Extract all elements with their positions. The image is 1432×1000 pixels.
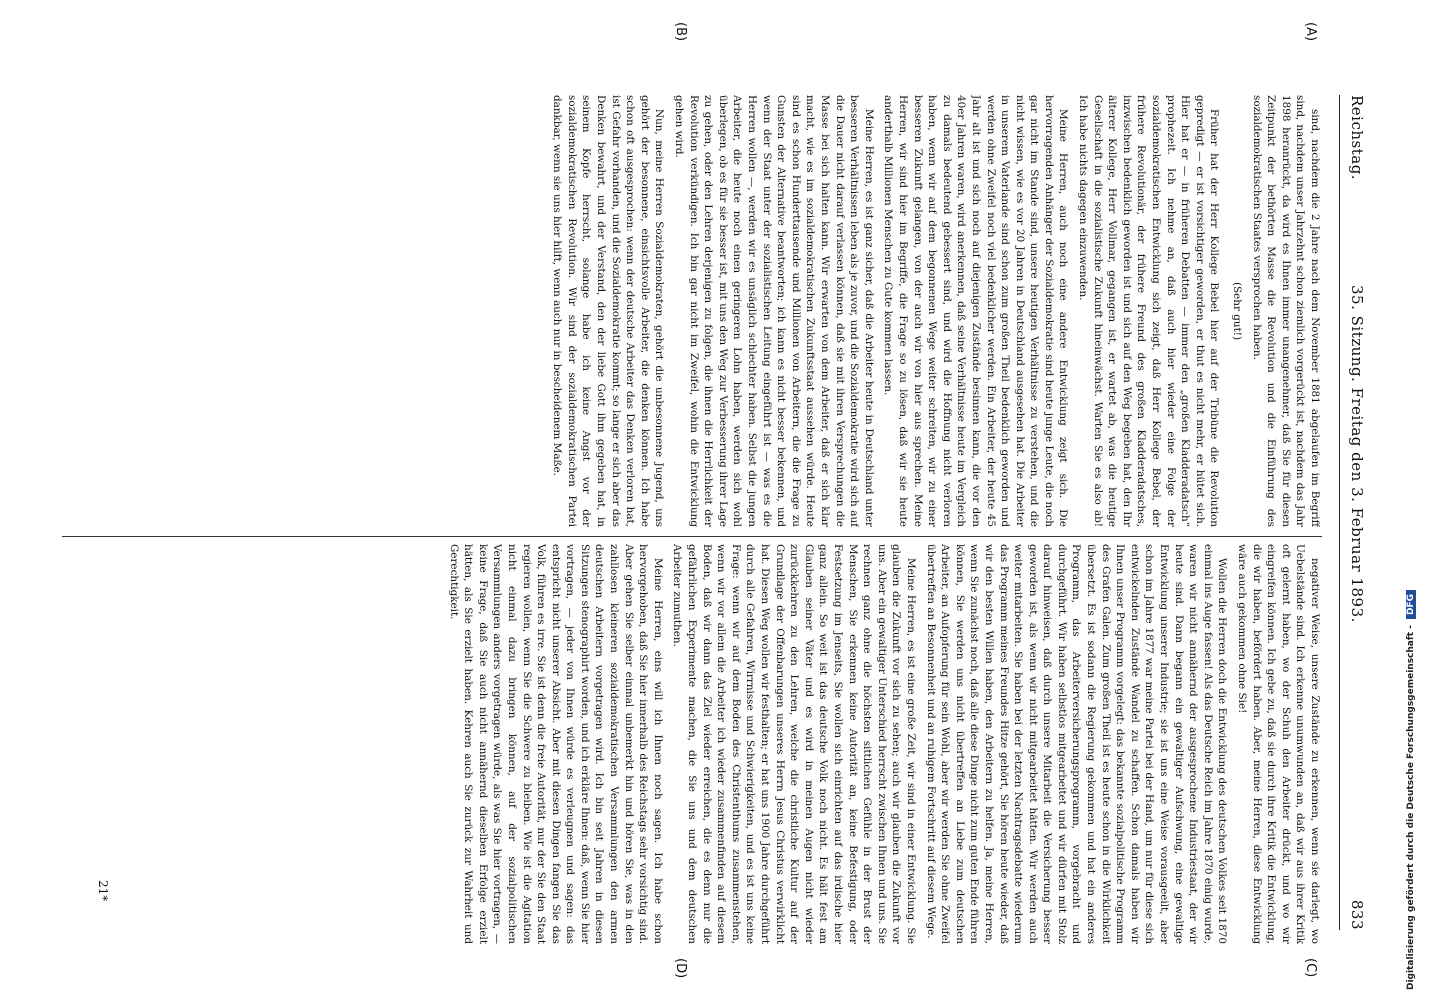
margin-marker-b: (B): [673, 22, 688, 42]
column-divider: [62, 536, 1322, 537]
margin-marker-a: (A): [1303, 22, 1318, 42]
right-column: [62, 544, 1322, 944]
header-left: Reichstag.: [1348, 95, 1366, 181]
paragraph: Meine Herren, auch noch eine andere Entwicklung zeigt sich. Die hervorragenden Anhänger der Sozialdemokratie sind heute junge Leute, die noch gar nicht im Stande sind, unsere heutigen Verhältnisse zu verstehen, und die nicht wissen, wie es vor 20 Jahren in Deutschland ausgesehen hat. Die Arbeiter in unserem Vaterlande sind schon zum großen Theil bedenklich geworden und werden ohne Zweifel noch viel bedenklicher werden. Ein Arbeiter, der heute 45 Jahr alt ist und sich noch auf diejenigen Zustände besinnen kann, die vor den 40er Jahren waren, wird anerkennen, daß seine Verhältnisse heute im Vergleich zu damals bedeutend gebessert sind, und wird die Hoffnung nicht verloren haben, wenn wir auf dem begonnenen Wege weiter schreiten, wir zu einer besseren Zukunft gelangen, von der auch wir von hier aus sprechen. Meine Herren, wir sind hier im Begriffe, die Frage so zu lösen, daß wir sie heute anderthalb Millionen Menschen zu Gute kommen lassen.: [882, 95, 1070, 527]
paragraph: negativer Weise, unsere Zustände zu erkennen, wenn sie darlegt, wo Uebelstände sind. Ich erkenne unumwunden an, daß wir aus ihrer Kritik oft gelernt haben, wo der Schuh den Arbeiter drückt, und wo wir eingreifen können. Ich gebe zu, daß sie durch ihre Kritik die Entwicklung, die wir haben, befördert haben. Aber, meine Herren, diese Entwicklung wäre auch gekommen ohne Sie!: [1236, 544, 1321, 944]
header-session-date: 35. Sitzung. Freitag den 3. Februar 1893.: [1348, 285, 1366, 623]
page-number: 833: [1348, 899, 1366, 930]
page-header: [1339, 95, 1382, 930]
credit-text: Digitalisierung gefördert durch die Deutsche Forschungsgemeinschaft -: [1406, 625, 1416, 990]
signature-mark: 21*: [96, 880, 110, 902]
paragraph: Meine Herren, eins will ich Ihnen noch sagen. Ich habe schon hervorgehoben, daß Sie hier innerhalb des Reichstags sehr vorsichtig sind. Aber gehen Sie selber einmal unbemerkt hin und hören Sie, was in den zahllosen kleineren sozialdemokratischen Versammlungen den armen deutschen Arbeitern vorgetragen wird. Ich bin seit Jahren in diesen Sitzungen stenographirt worden, und ich erkläre Ihnen: daß, wenn Sie hier vortragen, — jeder von Ihnen würde es verleugnen und sagen: das entspricht nicht unserer Absicht. Aber mit diesen Dingen fangen Sie das Volk, führen es irre. Sie ist denn die freie Autorität, nur der Sie den Staat regieren wollen, wenn Sie die Schwere zu bleiben. Wie ist die Agitation nicht einmal dazu bringen können, auf der sozialpolitischen Versammlungen anders vorgetragen würde, als was Sie hier vortragen, — keine Frage, daß Sie auch nicht annähernd dieselben Erfolge erzielt hätten, als Sie erzielt haben. Kehren auch Sie zurück zur Wahrheit und Gerechtigkeit.: [447, 544, 664, 944]
paragraph: Meine Herren, es ist ganz sicher, daß die Arbeiter heute in Deutschland unter besseren Verhältnissen leben als je zuvor, und die Sozialdemokratie wird sich auf die Dauer nicht darauf verlassen können, daß sie mit ihren Versprechungen die Masse bei sich halten kann. Wir erwarten von dem Arbeiter, daß er sich klar macht, wie es im sozialdemokratischen Zukunftsstaat aussehen würde. Heute sind es schon Hunderttausende und Millionen von Arbeitern, die die Frage zu Gunsten der Alternative beantworten; ich kann es nicht besser bekennen, und wenn der Staat unter der sozialistischen Leitung eingeführt ist — was es die Herren wollen —, werden wir es unsäglich schlechter haben. Selbst die jungen Arbeiter, die heute noch einen geringeren Lohn haben, werden sich wohl überlegen, ob es für sie besser ist, mit uns den Weg zur Verbesserung ihrer Lage zu gehen, oder den Lehren derjenigen zu folgen, die ihnen die Herrlichkeit der Revolution verkündigen. Ich bin gar nicht im Zweifel, wohin die Entwicklung gehen wird.: [673, 95, 875, 527]
paragraph: sind, nachdem die 2 Jahre nach dem November 1881 abgelaufen im Begriff sind, nachdem unser Jahrzehnt schon ziemlich vorgerückt ist, nachdem das Jahr 1898 heranrückt, da wird es Ihnen immer unangenehmer, daß Sie für diesen Zeitpunkt der bethörten Masse die Revolution und die Einführung des sozialdemokratischen Staates versprochen haben.: [1250, 95, 1321, 527]
left-column: [62, 95, 1322, 527]
interjection: (Sehr gut!): [1231, 281, 1244, 341]
paragraph: Wollen die Herren doch die Entwicklung des deutschen Volkes seit 1870 einmal ins Auge fassen! Als das Deutsche Reich im Jahre 1870 einig wurde, waren wir nicht annähernd der ausgesprochene Industriestaat, der wir heute sind. Dann begann ein gewaltiger Aufschwung, eine gewaltige Entwicklung unserer Industrie; sie ist uns eine Weise vorausgeeilt, aber schon im Jahre 1877 war meine Partei bei der Hand, um nur für diese sich entwickelnden Zustände Wandel zu schaffen. Schon damals haben wir Ihnen unser Programm vorgelegt: das bekannte sozialpolitische Programm des Grafen Galen. Zum großen Theil ist es heute schon in die Wirklichkeit übersetzt. Es ist sodann die Regierung gekommen und hat ein anderes Programm, das Arbeiterversicherungsprogramm, vorgebracht und durchgeführt. Wir haben selbstlos mitgearbeitet und wir dürfen mit Stolz darauf hinweisen, daß durch unsere Mitarbeit die Versicherung besser geworden ist, als wenn wir nicht mitgearbeitet hätten. Wir werden auch weiter mitarbeiten. Sie haben bei der letzten Nachtragsdebatte wiederum das Programm meines Freundes Hitze gehört, Sie hören heute wieder, daß wir den besten Willen haben, den Arbeitern zu helfen. Ja, meine Herren, wenn Sie zunächst noch, daß alle diese Dinge nicht zum guten Ende führen können, Sie werden uns nicht übertreffen an Liebe zum deutschen Arbeiter, an Aufopferung für sein Wohl, aber wir werden Sie ohne Zweifel übertreffen an Besonnenheit und an ruhigem Fortschritt auf diesem Wege.: [924, 544, 1229, 944]
margin-marker-c: (C): [1303, 958, 1318, 978]
digitization-credit: [1406, 590, 1416, 990]
paragraph: Meine Herren, es ist eine große Zeit, wir sind in einer Entwicklung. Sie glauben die Zukunft vor sich zu sehen; auch wir glauben die Zukunft vor uns. Aber ein gewaltiger Unterschied herrscht zwischen Ihnen und uns. Sie rechnen ganz ohne die höchsten sittlichen Gefühle in der Brust der Menschen, Sie erkennen keine Autorität an, keine Befestigung, oder Festsetzung im Jenseits, Sie wollen sich einrichten auf das irdische hier ganz allein. So weit ist das deutsche Volk noch nicht. Es hält fest am Glauben seiner Väter und es wird in meinen Augen nicht wieder zurückkehren zu den Lehren, welche die christliche Kultur auf der Grundlage der Offenbarungen unseres Herrn Jesus Christus verwirklicht hat. Diesen Weg wollen wir festhalten; er hat uns 1900 Jahre durchgeführt durch alle Gefahren, Wirrnisse und Schwierigkeiten, und es ist uns keine Frage: wenn wir auf dem Boden des Christenthums zusammenstehen, wenn wir vor allem die Arbeiter ich wieder zusammenfinden auf diesem Boden, daß wir dann das Ziel wieder erreichen, die es denn nur die gefährlichen Experimente machen, die Sie uns und dem deutschen Arbeiter zumuthen.: [671, 544, 917, 944]
margin-marker-d: (D): [673, 958, 688, 979]
paragraph: Nun, meine Herren Sozialdemokraten, gehört die unbesonnene Jugend, uns gehört der besonnene, einsichtsvolle Arbeiter, die denken können. Ich habe schon oft ausgesprochen: wenn der deutsche Arbeiter das Denken verloren hat, ist Gefahr vorhanden, und die Sozialdemokratie kommt; so lange er sich aber das Denken bewahrt, und der Verstand, den der liebe Gott ihm gegeben hat, in seinem Kopfe herrscht, solange habe ich keine Angst vor der sozialdemokratischen Revolution. Wir sind der sozialdemokratischen Partei dankbar, wenn sie uns hier hilft, wenn auch nur in bescheidenem Maße.: [551, 95, 666, 527]
paragraph: Früher hat der Herr Kollege Bebel hier auf der Tribüne die Revolution gepredigt — er ist vorsichtiger geworden, er thut es nicht mehr, er hütet sich. Hier hat er — in früheren Debatten — immer den „großen Kladderadatsch“ prophezeit. Ich nehme an, daß auch hier wieder eine Folge der sozialdemokratischen Entwicklung sich zeigt, daß Herr Kollege Bebel, der frühere Revolutionär, der frühere Freund des großen Kladderadatsches, inzwischen bedenklich geworden ist und sich auf den Weg begeben hat, den Ihr älterer Kollege, Herr Vollmar, gegangen ist, er wartet ab, was die heutige Gesellschaft in die sozialistische Zukunft hineinwächst. Warten Sie es also ab! Ich habe nichts dagegen einzuwenden.: [1077, 95, 1221, 527]
dfg-logo: DFG: [1406, 590, 1416, 619]
